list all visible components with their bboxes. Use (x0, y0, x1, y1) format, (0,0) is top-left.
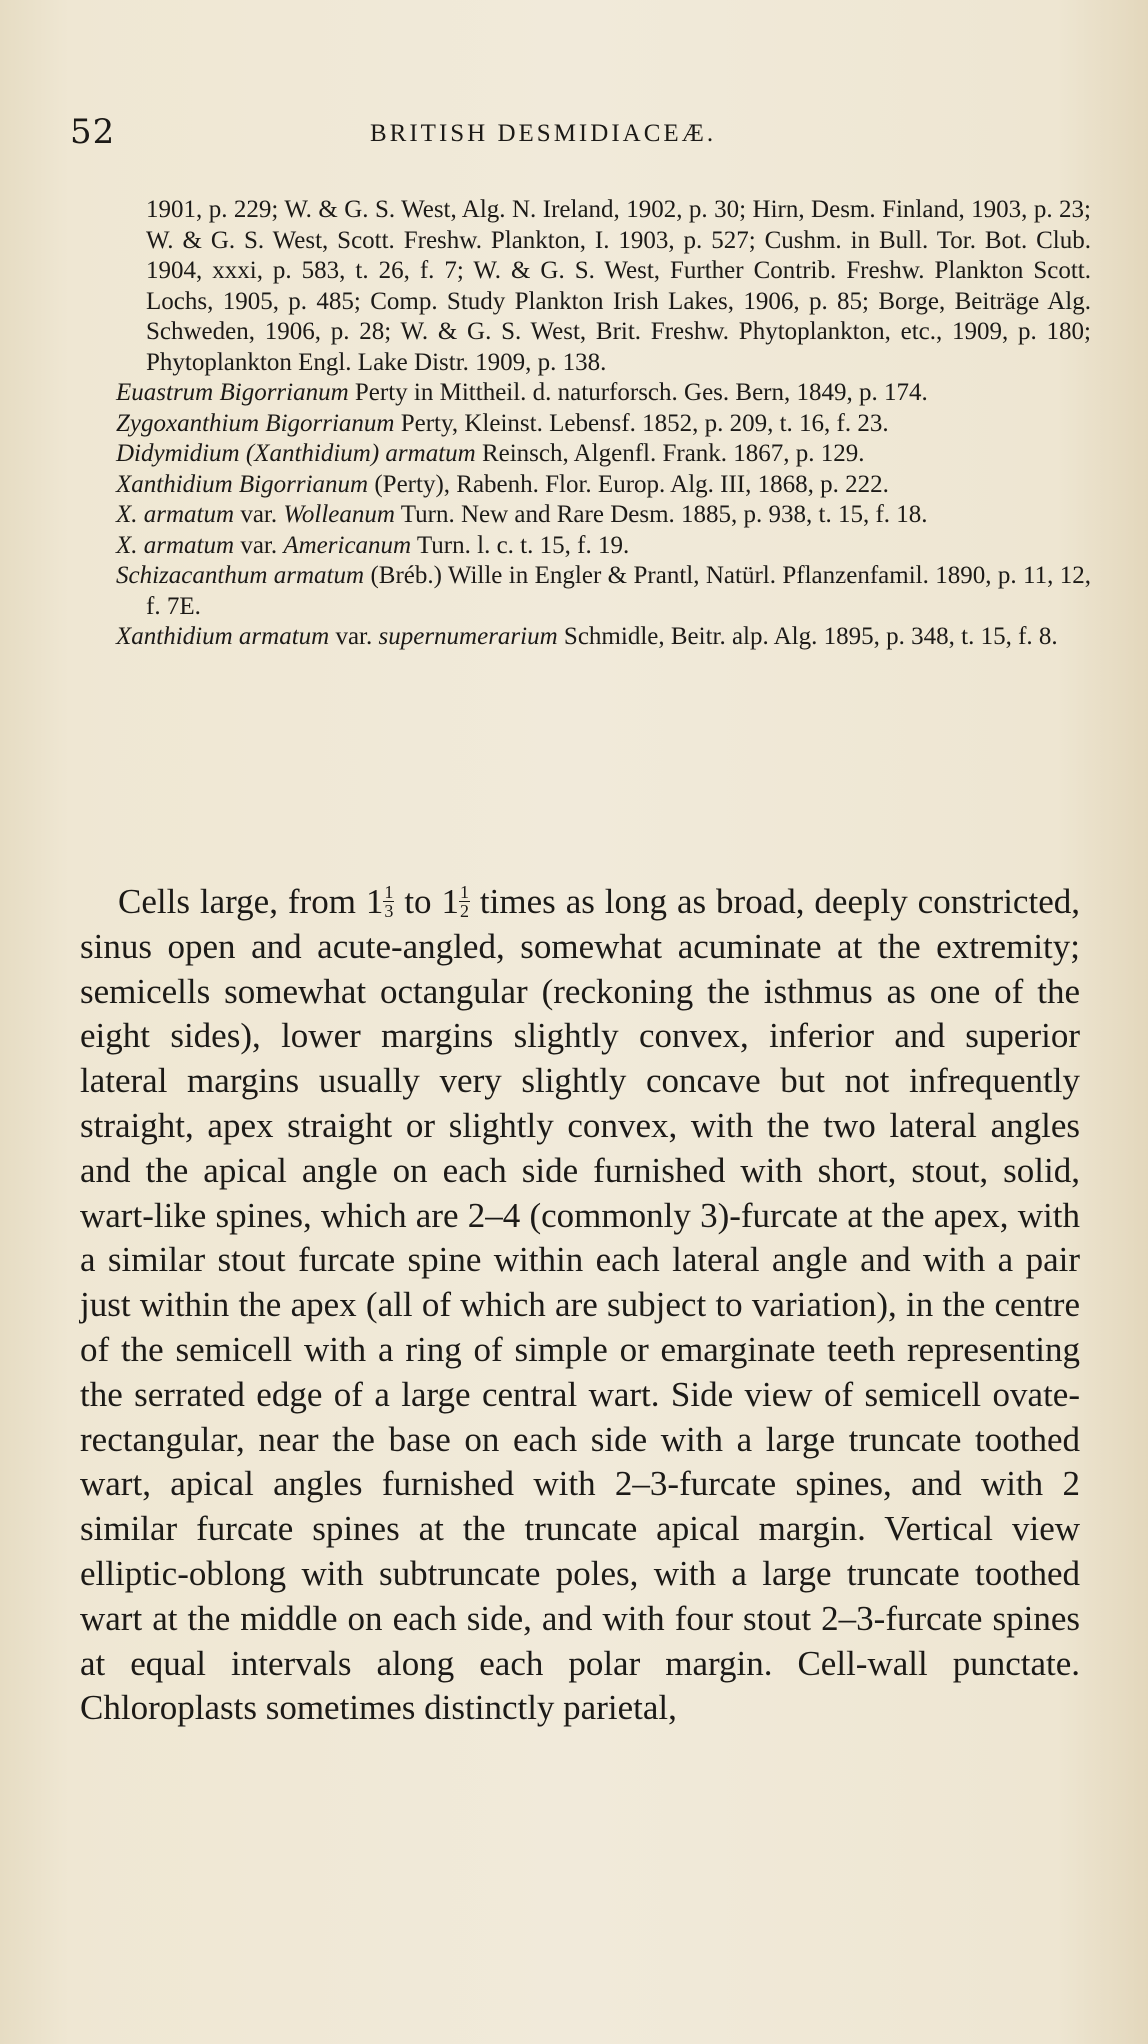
synonymy-entry (116, 470, 1091, 501)
citation-text: var. (234, 501, 284, 528)
synonymy-entry (116, 622, 1091, 653)
synonymy-entry (116, 378, 1091, 409)
taxon-name: Didymidium (Xanthidium) armatum (116, 440, 476, 467)
variety-name: Americanum (283, 531, 412, 559)
synonymy-entry (116, 439, 1091, 470)
taxon-name: X. armatum (116, 501, 235, 528)
fraction-denominator: 3 (384, 901, 394, 921)
synonymy-entry (116, 409, 1091, 440)
description-mid: to 1 (394, 882, 459, 921)
variety-name: Wolleanum (283, 501, 395, 528)
citation-text: Reinsch, Algenfl. Frank. 1867, p. 129. (475, 440, 865, 467)
citation-text: Perty in Mittheil. d. naturforsch. Ges. Bern, 1849, p. 174. (348, 379, 928, 406)
synonymy-entry (116, 500, 1091, 531)
taxon-name: X. armatum (116, 531, 235, 559)
fraction-numerator: 1 (459, 882, 469, 902)
citation-text: Perty, Kleinst. Lebensf. 1852, p. 209, t. 16, f. 23. (394, 409, 889, 437)
taxon-name: Euastrum Bigorrianum (116, 379, 349, 406)
page-header (70, 112, 1090, 162)
citation-text: (Bréb.) Wille in Engler & Prantl, Natürl. Pflanzenfamil. 1890, p. 11, 12, f. 7E. (146, 562, 1091, 620)
fraction-one-third (383, 883, 394, 920)
species-description (80, 880, 1080, 1731)
fraction-denominator: 2 (459, 901, 469, 921)
fraction-numerator: 1 (384, 882, 394, 902)
citation-text: Turn. l. c. t. 15, f. 19. (411, 531, 630, 559)
citation-text: (Perty), Rabenh. Flor. Europ. Alg. III, 1868, p. 222. (368, 470, 889, 498)
taxon-name: Schizacanthum armatum (116, 562, 365, 589)
variety-name: supernumerarium (378, 623, 558, 650)
fraction-one-half (459, 883, 470, 920)
synonymy-entry (116, 531, 1091, 562)
citation-text: var. (234, 531, 284, 559)
citation-text: 1901, p. 229; W. & G. S. West, Alg. N. Ireland, 1902, p. 30; Hirn, Desm. Finland, 1903, p. 23; W. & G. S. West, Scott. Freshw. Plankton, I. 1903, p. 527; Cushm. in Bull. Tor. Bot. Club. 1904, xxxi, p. 583, t. 26, f. 7; W. & G. S. West, Further Contrib. Freshw. Plankton Scott. Lochs, 1905, p. 485; Comp. Study Plankton Irish Lakes, 1906, p. 85; Borge, Beiträge Alg. Schweden, 1906, p. 28; W. & G. S. West, Brit. Freshw. Phytoplankton, etc., 1909, p. 180; Phytoplankton Engl. Lake Distr. 1909, p. 138. (146, 196, 1091, 376)
synonymy-list (116, 195, 1091, 653)
page-number: 52 (70, 112, 116, 152)
taxon-name: Xanthidium Bigorrianum (116, 470, 369, 498)
synonymy-entry (116, 195, 1091, 378)
citation-text: var. (329, 623, 379, 650)
citation-text: Schmidle, Beitr. alp. Alg. 1895, p. 348, t. 15, f. 8. (557, 623, 1058, 650)
citation-text: Turn. New and Rare Desm. 1885, p. 938, t. 15, f. 18. (394, 501, 928, 528)
taxon-name: Zygoxanthium Bigorrianum (116, 409, 395, 437)
synonymy-entry (116, 561, 1091, 622)
running-head: BRITISH DESMIDIACEÆ. (370, 120, 717, 147)
description-lead: Cells large, from 1 (118, 882, 384, 921)
taxon-name: Xanthidium armatum (116, 623, 330, 650)
description-body: times as long as broad, deeply constricted, sinus open and acute-angled, somewhat acuminate at the extremity; semicells somewhat octangular (reckoning the isthmus as one of the eight sides), lower margins slightly convex, inferior and superior lateral margins usually very slightly concave but not infrequently straight, apex straight or slightly convex, with the two lateral angles and the apical angle on each side furnished with short, stout, solid, wart-like spines, which are 2–4 (commonly 3)-furcate at the apex, with a similar stout furcate spine within each lateral angle and with a pair just within the apex (all of which are subject to variation), in the centre of the semicell with a ring of simple or emarginate teeth representing the serrated edge of a large central wart. Side view of semicell ovate-rectangular, near the base on each side with a large truncate toothed wart, apical angles furnished with 2–3-furcate spines, and with 2 similar furcate spines at the truncate apical margin. Vertical view elliptic-oblong with subtruncate poles, with a large truncate toothed wart at the middle on each side, and with four stout 2–3-furcate spines at equal intervals along each polar margin. Cell-wall punctate. Chloroplasts sometimes distinctly parietal, (80, 882, 1080, 1728)
